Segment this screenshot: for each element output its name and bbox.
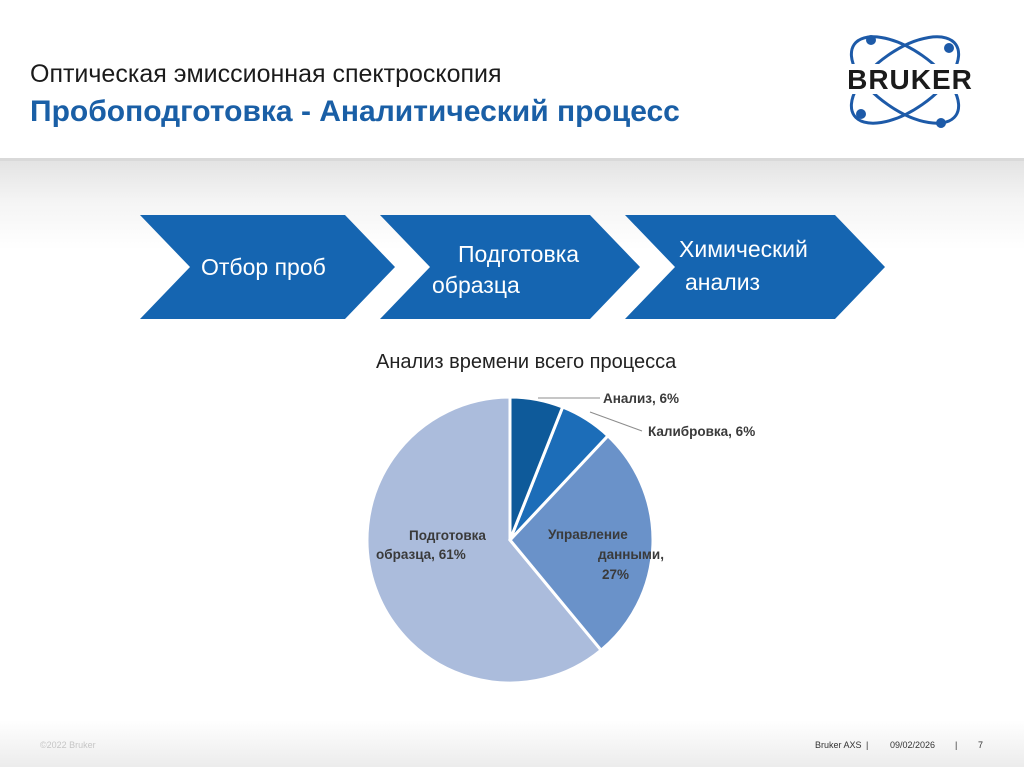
- process-step-2-label-line2: образца: [432, 272, 520, 298]
- slice-label-prep-line1: Подготовка: [409, 528, 486, 543]
- slice-label-data-line3: 27%: [602, 567, 630, 582]
- chart-title: Анализ времени всего процесса: [376, 351, 677, 373]
- footer-copyright: ©2022 Bruker: [40, 740, 96, 750]
- footer-separator-2: |: [955, 740, 958, 750]
- process-step-2-label-line1: Подготовка: [458, 241, 580, 267]
- logo-wordmark: BRUKER: [847, 64, 973, 95]
- slide-title: Пробоподготовка - Аналитический процесс: [30, 95, 680, 128]
- footer-date: 09/02/2026: [890, 740, 936, 750]
- process-step-3-label-line1: Химический: [679, 236, 808, 262]
- slice-label-calibration: Калибровка, 6%: [648, 424, 756, 439]
- slice-label-data-line2: данными,: [598, 547, 664, 562]
- process-step-1-label: Отбор проб: [201, 254, 326, 280]
- slice-label-analysis: Анализ, 6%: [603, 391, 680, 406]
- footer-page-number: 7: [978, 740, 984, 750]
- slice-label-prep-line2: образца, 61%: [376, 547, 466, 562]
- process-step-3-label-line2: анализ: [685, 269, 761, 295]
- slice-label-data-line1: Управление: [548, 527, 628, 542]
- footer-separator-1: |: [866, 740, 869, 750]
- slide-subtitle: Оптическая эмиссионная спектроскопия: [30, 60, 502, 88]
- footer-company: Bruker AXS: [815, 740, 862, 750]
